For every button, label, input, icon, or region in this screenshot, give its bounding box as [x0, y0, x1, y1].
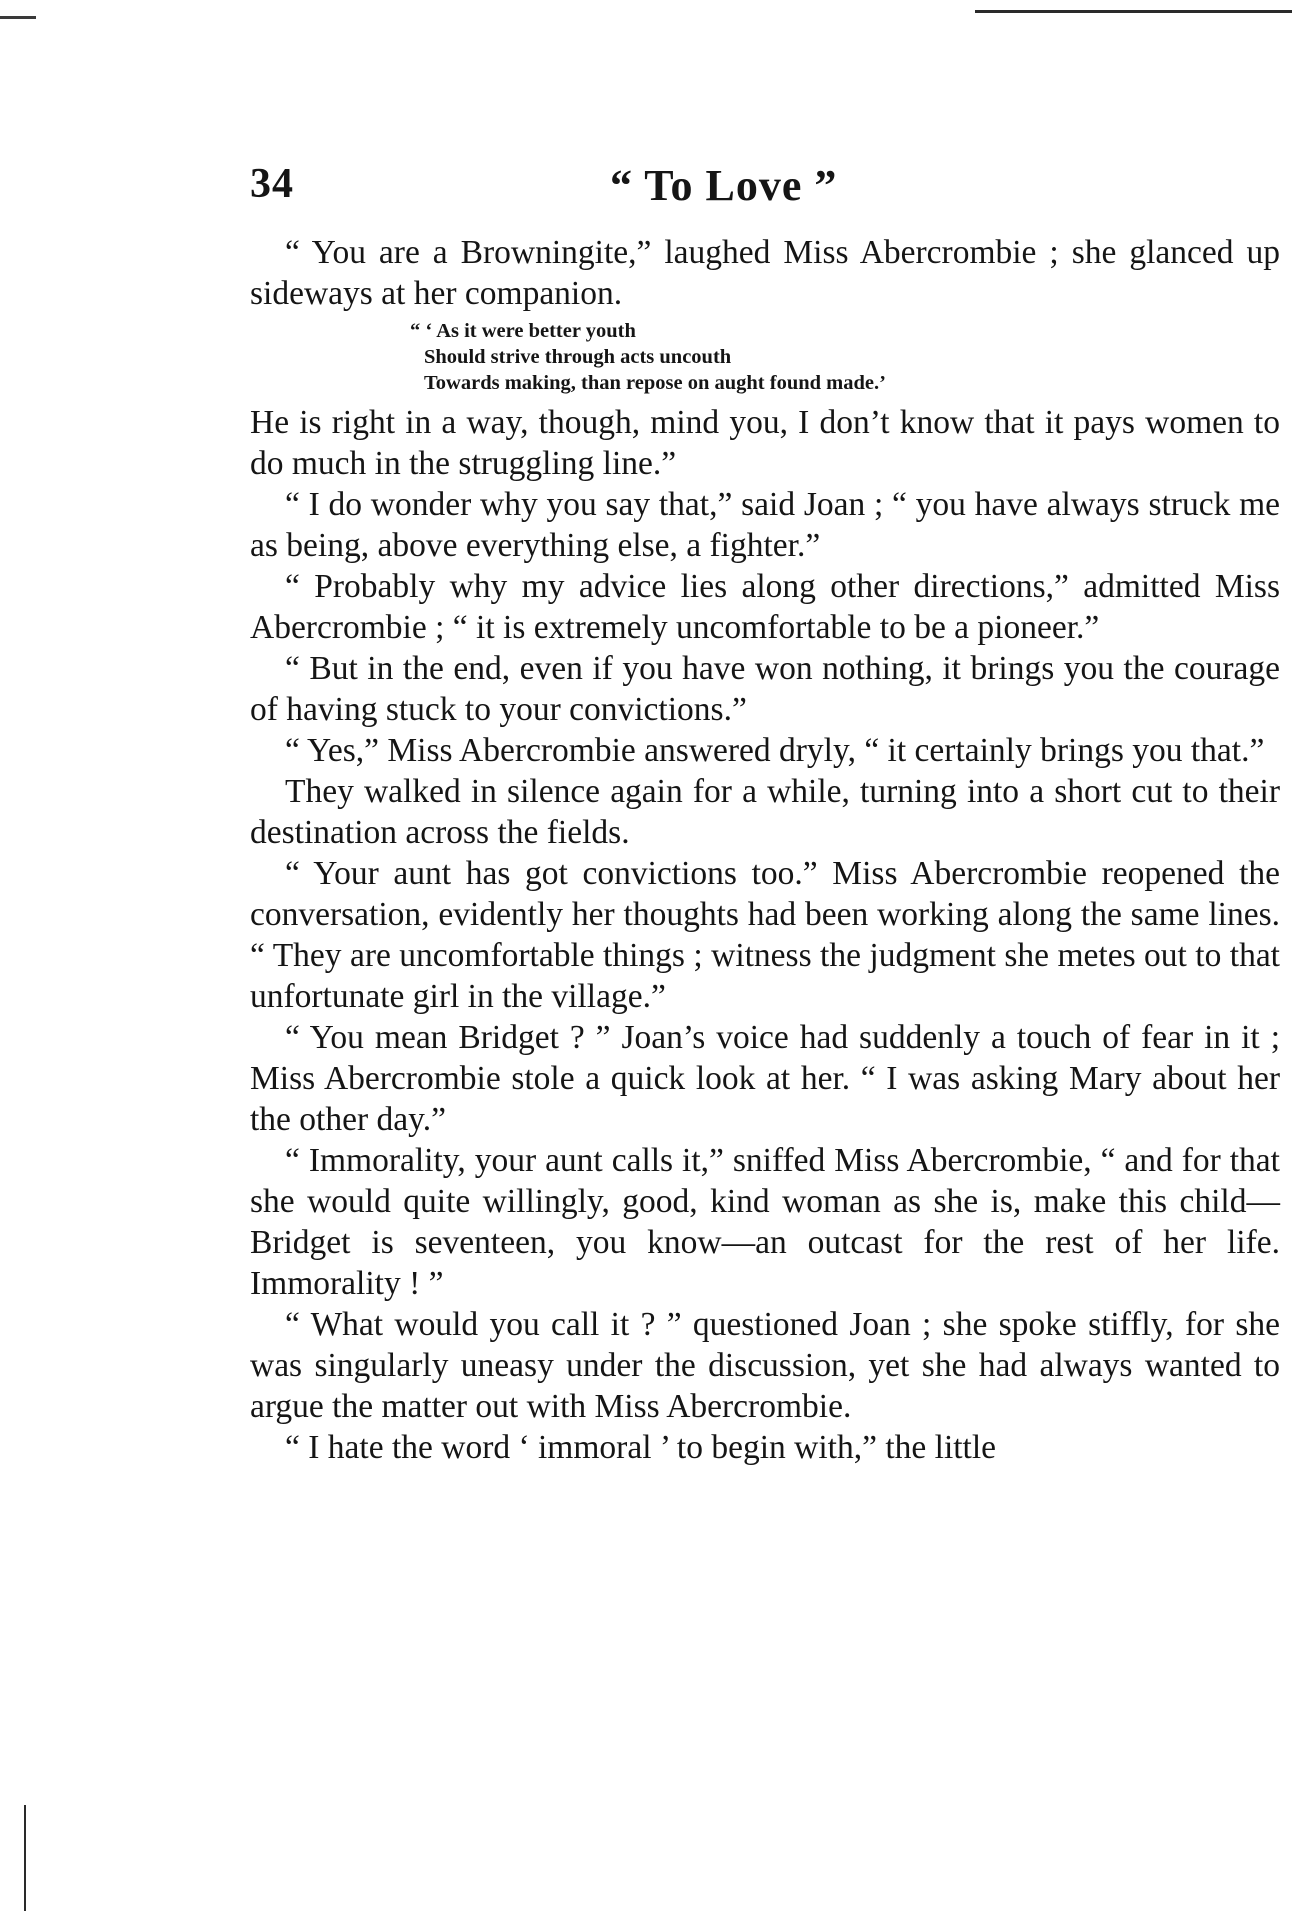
paragraph: “ Immorality, your aunt calls it,” sniffed Miss Abercrombie, “ and for that she would quite willingly, good, kind woman as she is, make this child—Bridget is seventeen, you know—an outcast for the rest of her life. Immorality ! ” [250, 1142, 1280, 1302]
paragraph: “ Your aunt has got convictions too.” Miss Abercrombie reopened the conversation, evidently her thoughts had been working along the same lines. “ They are uncomfortable things ; witness the judgment she metes out to that unfortunate girl in the village.” [250, 855, 1280, 1015]
body-text [250, 232, 1280, 1468]
running-title: “ To Love ” [610, 161, 838, 210]
paragraph: “ I do wonder why you say that,” said Joan ; “ you have always struck me as being, above everything else, a fighter.” [250, 486, 1280, 564]
page-number: 34 [250, 161, 294, 207]
paragraph: “ You mean Bridget ? ” Joan’s voice had suddenly a touch of fear in it ; Miss Abercrombie stole a quick look at her. “ I was asking Mary about her the other day.” [250, 1019, 1280, 1138]
paragraph: “ But in the end, even if you have won nothing, it brings you the courage of having stuck to your convictions.” [250, 650, 1280, 728]
paragraph: “ I hate the word ‘ immoral ’ to begin with,” the little [285, 1429, 997, 1466]
paragraph: “ Yes,” Miss Abercrombie answered dryly, “ it certainly brings you that.” [285, 732, 1265, 769]
paragraph: They walked in silence again for a while, turning into a short cut to their destination across the fields. [250, 773, 1280, 851]
verse-quotation [410, 318, 1280, 396]
verse-line: “ ‘ As it were better youth [410, 320, 636, 342]
paragraph: He is right in a way, though, mind you, I don’t know that it pays women to do much in the struggling line.” [250, 404, 1280, 482]
verse-line: Towards making, than repose on aught found made.’ [424, 372, 886, 394]
verse-line: Should strive through acts uncouth [424, 346, 732, 368]
paragraph: “ What would you call it ? ” questioned Joan ; she spoke stiffly, for she was singularly uneasy under the discussion, yet she had always wanted to argue the matter out with Miss Abercrombie. [250, 1306, 1280, 1425]
scan-edge-mark [0, 16, 36, 19]
paragraph: “ Probably why my advice lies along other directions,” admitted Miss Abercrombie ; “ it is extremely uncomfortable to be a pioneer.” [250, 568, 1280, 646]
scan-edge-line [24, 1805, 26, 1911]
paragraph: “ You are a Browningite,” laughed Miss Abercrombie ; she glanced up sideways at her companion. [250, 234, 1280, 312]
page-header [250, 160, 1280, 220]
scan-edge-rule [975, 10, 1292, 13]
